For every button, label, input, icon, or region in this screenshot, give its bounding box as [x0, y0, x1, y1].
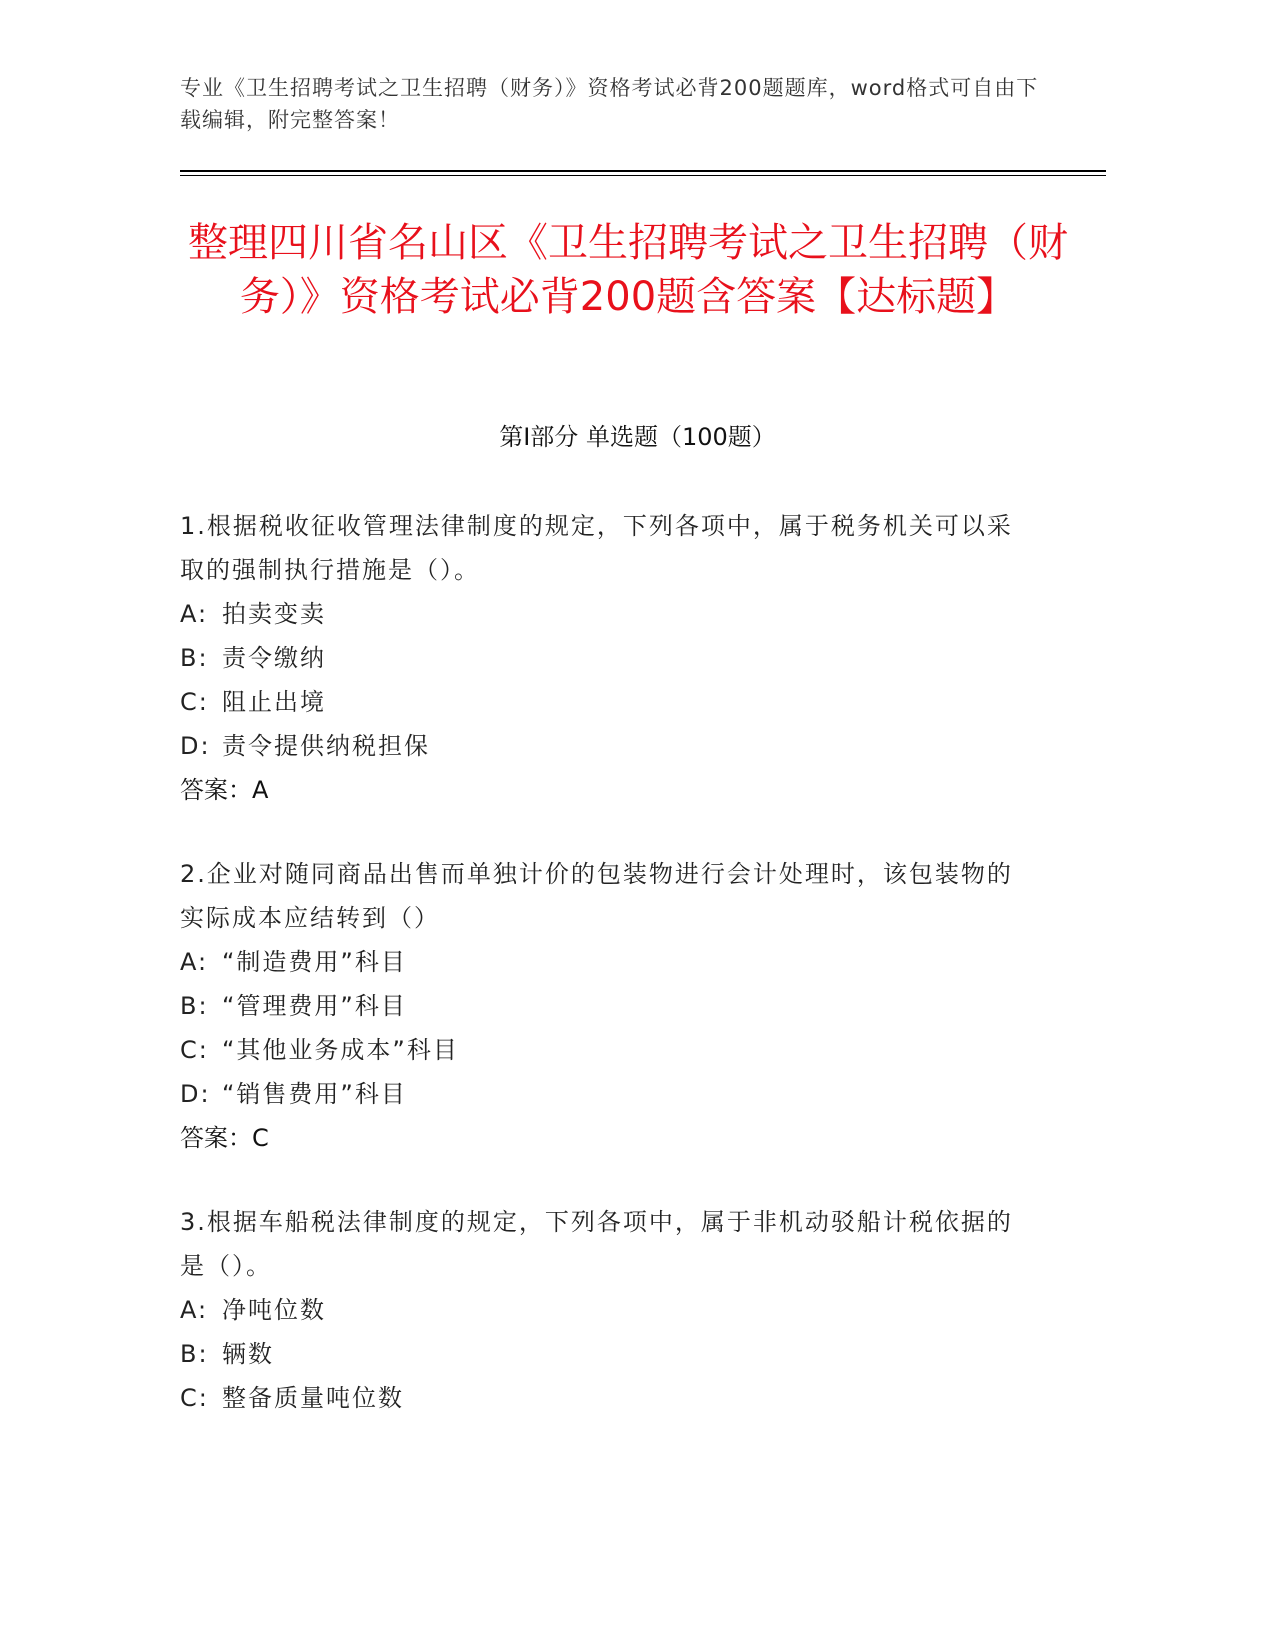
header-divider-thin	[180, 175, 1106, 176]
option-letter: C:	[180, 1384, 209, 1412]
question-text: 3.根据车船税法律制度的规定，下列各项中，属于非机动驳船计税依据的是（）。	[180, 1208, 1013, 1280]
option-b	[180, 1332, 1020, 1376]
question-text: 1.根据税收征收管理法律制度的规定，下列各项中，属于税务机关可以采取的强制执行措施是（）。	[180, 512, 1013, 584]
option-text: “制造费用”科目	[222, 948, 407, 976]
document-title: 整理四川省名山区《卫生招聘考试之卫生招聘（财务）》资格考试必背200题含答案【达标题】	[188, 220, 1068, 320]
option-letter: D:	[180, 732, 211, 760]
question-1	[180, 504, 1020, 812]
question-text: 2.企业对随同商品出售而单独计价的包装物进行会计处理时，该包装物的实际成本应结转到（）	[180, 860, 1013, 932]
option-text: 净吨位数	[222, 1296, 326, 1324]
option-text: 辆数	[222, 1340, 274, 1368]
option-letter: A:	[180, 948, 209, 976]
option-letter: B:	[180, 644, 209, 672]
option-letter: A:	[180, 1296, 209, 1324]
section-heading: 第I部分 单选题（100题）	[499, 423, 776, 451]
option-letter: D:	[180, 1080, 211, 1108]
header-note: 专业《卫生招聘考试之卫生招聘（财务）》资格考试必背200题题库，word格式可自由下载编辑，附完整答案！	[180, 76, 1039, 132]
option-text: 整备质量吨位数	[222, 1384, 404, 1412]
option-b	[180, 636, 1020, 680]
option-letter: A:	[180, 600, 209, 628]
option-text: “其他业务成本”科目	[222, 1036, 459, 1064]
option-text: 阻止出境	[222, 688, 326, 716]
question-3	[180, 1200, 1020, 1420]
option-text: “管理费用”科目	[222, 992, 407, 1020]
option-letter: C:	[180, 688, 209, 716]
option-text: 拍卖变卖	[222, 600, 326, 628]
answer: 答案：C	[180, 1124, 269, 1152]
option-letter: B:	[180, 992, 209, 1020]
option-a	[180, 1288, 1020, 1332]
answer: 答案：A	[180, 776, 269, 804]
option-a	[180, 940, 1020, 984]
option-letter: B:	[180, 1340, 209, 1368]
option-c	[180, 1028, 1020, 1072]
option-text: 责令缴纳	[222, 644, 326, 672]
option-c	[180, 1376, 1020, 1420]
option-letter: C:	[180, 1036, 209, 1064]
option-text: 责令提供纳税担保	[222, 732, 430, 760]
option-a	[180, 592, 1020, 636]
option-b	[180, 984, 1020, 1028]
question-2	[180, 852, 1020, 1160]
option-d	[180, 724, 1020, 768]
option-d	[180, 1072, 1020, 1116]
header-divider	[180, 170, 1106, 172]
option-text: “销售费用”科目	[222, 1080, 407, 1108]
option-c	[180, 680, 1020, 724]
